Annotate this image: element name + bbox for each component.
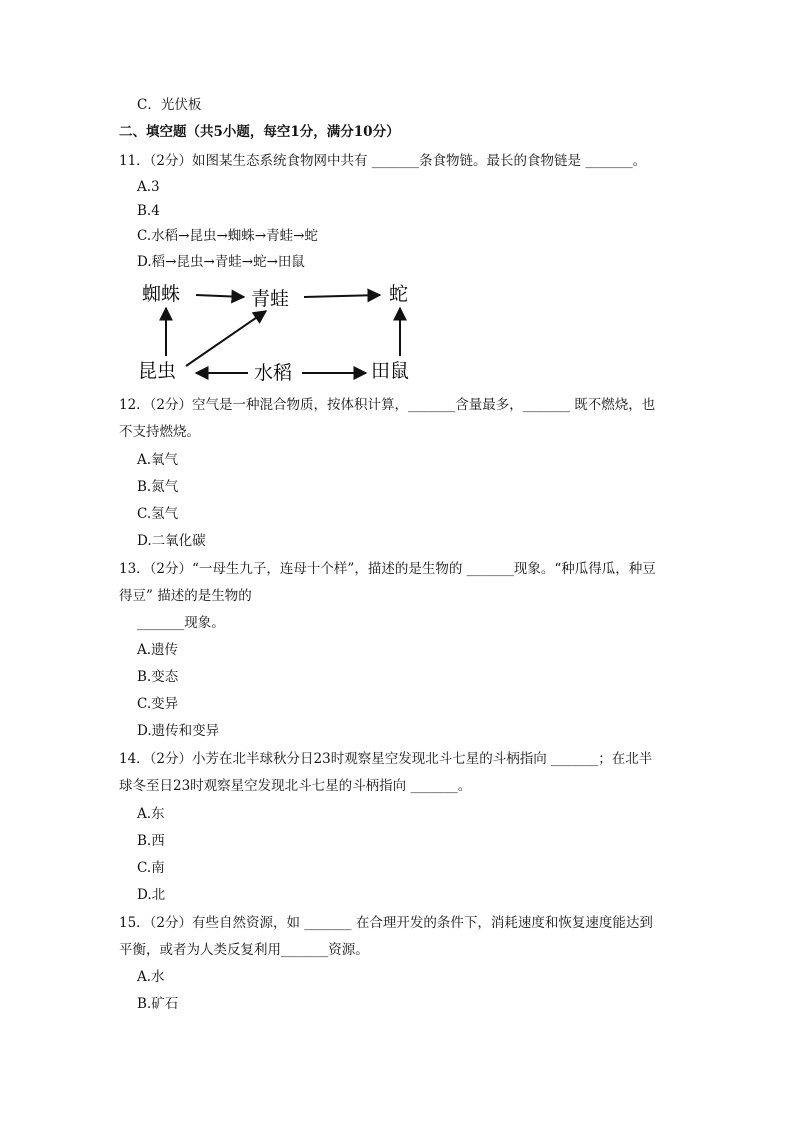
question-15-stem-line2: 平衡，或者为人类反复利用_______资源。	[119, 942, 369, 958]
node-snake: 蛇	[389, 283, 409, 305]
question-13-option-d: D.遗传和变异	[137, 723, 220, 739]
question-15-stem-line1: 15．（2分）有些自然资源，如 _______ 在合理开发的条件下，消耗速度和恢复速度能达到	[119, 915, 653, 931]
arrow-insect-to-frog	[186, 311, 266, 366]
question-14-option-c: C.南	[137, 860, 165, 876]
question-14-stem-line2: 球冬至日23时观察星空发现北斗七星的斗柄指向 _______。	[119, 778, 472, 794]
question-15-option-a: A.水	[137, 969, 165, 985]
section-title: 二、填空题（共5小题，每空1分，满分10分）	[119, 124, 400, 140]
question-14-option-b: B.西	[137, 833, 165, 849]
node-spider: 蜘蛛	[142, 283, 181, 305]
question-15-option-b: B.矿石	[137, 996, 179, 1012]
question-11-stem: 11．（2分）如图某生态系统食物网中共有 _______条食物链。最长的食物链是 _______。	[119, 153, 647, 169]
question-12-option-d: D.二氧化碳	[137, 533, 206, 549]
node-rice: 水稻	[254, 362, 293, 384]
question-11-option-a: A.3	[137, 179, 160, 195]
question-14-option-a: A.东	[137, 806, 165, 822]
question-13-stem-line1: 13．（2分）“一母生九子，连母十个样”，描述的是生物的 _______现象。“种瓜得瓜，种豆	[119, 561, 656, 577]
question-11-option-b: B.4	[137, 203, 160, 219]
question-13-option-c: C.变异	[137, 696, 179, 712]
question-11-option-d: D.稻→昆虫→青蛙→蛇→田鼠	[137, 254, 305, 270]
question-13-stem-line2: 得豆” 描述的是生物的	[119, 588, 252, 604]
node-insect: 昆虫	[138, 360, 177, 382]
question-12-option-b: B.氮气	[137, 479, 179, 495]
node-frog: 青蛙	[251, 288, 290, 310]
question-14-stem-line1: 14．（2分）小芳在北半球秋分日23时观察星空发现北斗七星的斗柄指向 _______；在北半	[119, 751, 653, 767]
question-12-stem-line1: 12．（2分）空气是一种混合物质，按体积计算，_______含量最多，_______ 既不燃烧，也	[119, 397, 656, 413]
question-14-option-d: D.北	[137, 887, 166, 903]
node-mouse: 田鼠	[371, 360, 410, 382]
question-12-option-c: C.氢气	[137, 506, 179, 522]
question-11-option-c: C.水稻→昆虫→蜘蛛→青蛙→蛇	[137, 228, 318, 244]
question-12-option-a: A.氧气	[137, 452, 179, 468]
question-12-stem-line2: 不支持燃烧。	[119, 424, 200, 440]
arrow-spider-to-frog	[196, 295, 244, 297]
question-13-stem-line3: _______现象。	[137, 615, 225, 631]
arrow-frog-to-snake	[304, 295, 380, 297]
question-13-option-b: B.变态	[137, 669, 179, 685]
food-web-diagram	[130, 278, 430, 388]
question-13-option-a: A.遗传	[137, 642, 179, 658]
previous-option-c: C．光伏板	[137, 97, 202, 113]
